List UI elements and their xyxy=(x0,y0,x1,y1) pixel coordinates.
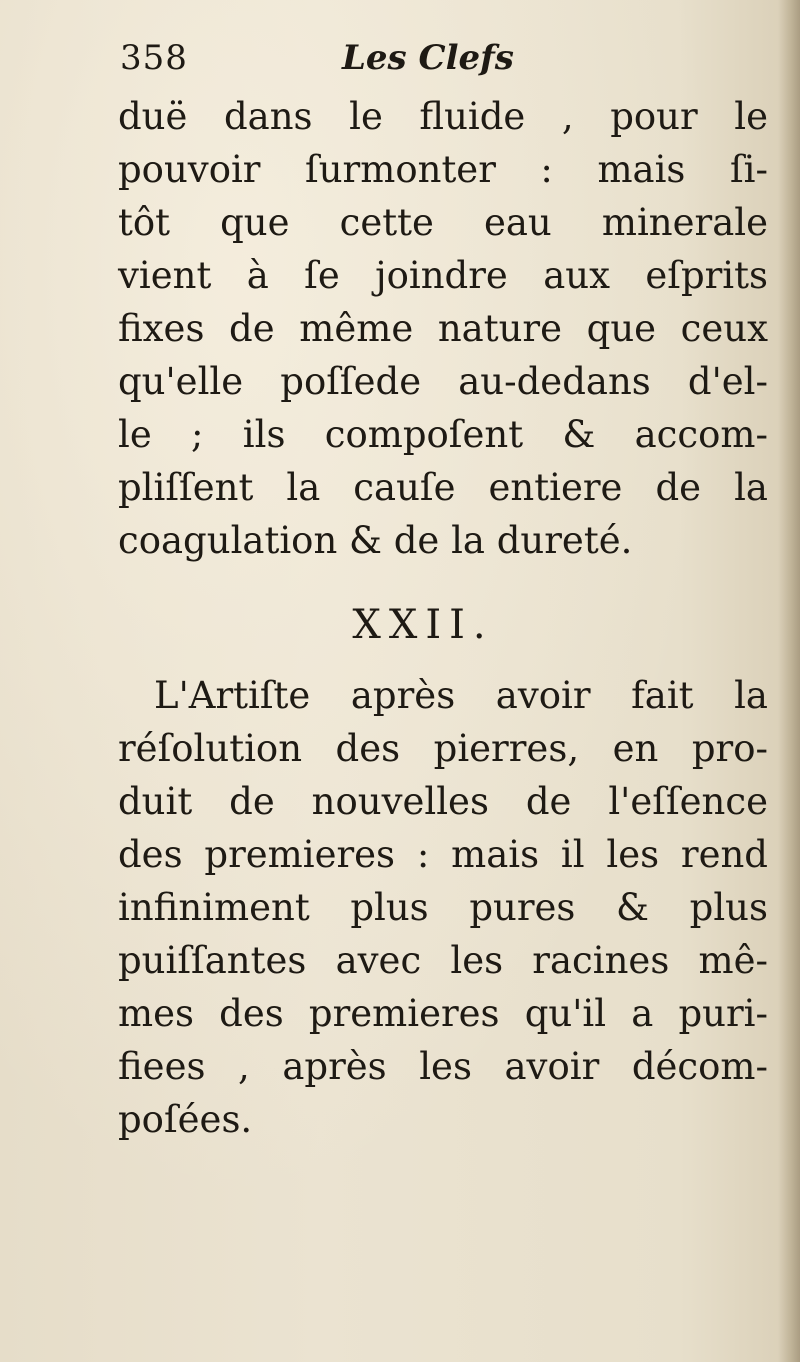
text-line: poſées. xyxy=(118,1098,253,1141)
paragraph-1 xyxy=(118,90,768,567)
running-title: Les Clefs xyxy=(342,38,514,78)
section-heading: XXII. xyxy=(352,602,494,648)
text-line: duë dans le fluide , pour le xyxy=(118,95,768,138)
text-line: puiſſantes avec les racines mê- xyxy=(118,939,768,982)
text-line: fixes de même nature que ceux xyxy=(118,307,768,350)
text-line: fiees , après les avoir décom- xyxy=(118,1045,768,1088)
text-line: tôt que cette eau minerale xyxy=(118,201,768,244)
text-line: infiniment plus pures & plus xyxy=(118,886,768,929)
text-line: vient à ſe joindre aux eſprits xyxy=(118,254,768,297)
text-line: qu'elle poſſede au-dedans d'el- xyxy=(118,360,768,403)
text-line: le ; ils compoſent & accom- xyxy=(118,413,768,456)
text-line: des premieres : mais il les rend xyxy=(118,833,768,876)
text-line: mes des premieres qu'il a puri- xyxy=(118,992,768,1035)
text-line: coagulation & de la dureté. xyxy=(118,519,633,562)
text-line: réſolution des pierres, en pro- xyxy=(118,727,768,770)
text-line: pliſſent la cauſe entiere de la xyxy=(118,466,768,509)
text-line: L'Artiſte après avoir fait la xyxy=(154,674,768,717)
page-edge-shadow xyxy=(778,0,800,1362)
body-text xyxy=(118,90,768,1146)
text-line: pouvoir ſurmonter : mais ſi- xyxy=(118,148,768,191)
page-number: 358 xyxy=(120,38,188,78)
text-line: duit de nouvelles de l'eſſence xyxy=(118,780,768,823)
page-header xyxy=(120,38,760,98)
paragraph-2 xyxy=(118,669,768,1146)
